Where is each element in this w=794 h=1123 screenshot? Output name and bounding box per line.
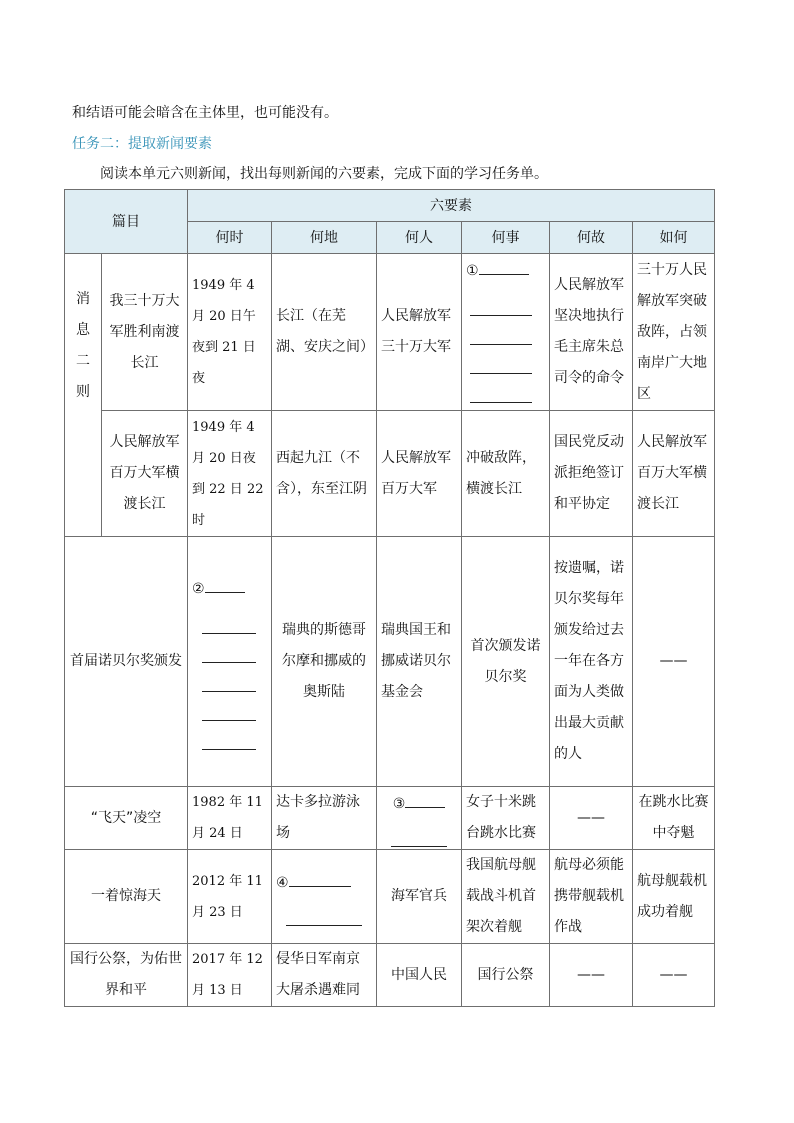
- group-label-two-news: [65, 254, 102, 537]
- answer-blank[interactable]: [470, 357, 532, 374]
- news-elements-table: [64, 189, 715, 1007]
- how-cell: ——: [633, 944, 715, 1007]
- header-how: 如何: [633, 222, 715, 254]
- answer-blank[interactable]: [202, 617, 256, 634]
- header-when: 何时: [188, 222, 272, 254]
- news-title: 国行公祭，为佑世界和平: [65, 944, 188, 1007]
- table-row: [65, 787, 715, 850]
- what-blank-cell: [462, 254, 550, 411]
- when-cell: 1949 年 4 月 20 日午夜到 21 日夜: [188, 254, 272, 411]
- table-row: [65, 411, 715, 537]
- table-header-row: [65, 190, 715, 222]
- what-cell: 我国航母舰载战斗机首架次着舰: [462, 850, 550, 944]
- where-cell: 达卡多拉游泳场: [272, 787, 377, 850]
- who-cell: 瑞典国王和挪威诺贝尔基金会: [377, 537, 462, 787]
- why-cell: 人民解放军坚决地执行毛主席朱总司令的命令: [550, 254, 633, 411]
- answer-blank[interactable]: [202, 646, 256, 663]
- answer-blank[interactable]: [470, 328, 532, 345]
- what-cell: 国行公祭: [462, 944, 550, 1007]
- who-cell: 海军官兵: [377, 850, 462, 944]
- answer-blank[interactable]: [470, 386, 532, 403]
- header-who: 何人: [377, 222, 462, 254]
- intro-line: 和结语可能会暗含在主体里，也可能没有。: [72, 105, 338, 121]
- news-title: 首届诺贝尔奖颁发: [65, 537, 188, 787]
- where-blank-cell: [272, 850, 377, 944]
- why-cell: ——: [550, 944, 633, 1007]
- answer-blank[interactable]: [470, 299, 532, 316]
- news-title: 我三十万大军胜利南渡长江: [102, 254, 188, 411]
- blank-number-label: ④: [276, 874, 289, 891]
- why-cell: 按遗嘱，诺贝尔奖每年颁发给过去一年在各方面为人类做出最大贡献的人: [550, 537, 633, 787]
- answer-blank[interactable]: [391, 830, 447, 847]
- when-blank-cell: [188, 537, 272, 787]
- who-cell: 中国人民: [377, 944, 462, 1007]
- task-heading: 任务二：提取新闻要素: [72, 136, 212, 152]
- how-cell: 在跳水比赛中夺魁: [633, 787, 715, 850]
- news-title: 人民解放军百万大军横渡长江: [102, 411, 188, 537]
- header-six-elements: 六要素: [188, 190, 715, 222]
- group-label-char: 则: [76, 384, 90, 400]
- who-blank-cell: [377, 787, 462, 850]
- blank-number-label: ②: [192, 580, 205, 597]
- why-cell: 国民党反动派拒绝签订和平协定: [550, 411, 633, 537]
- where-cell: 长江（在芜湖、安庆之间）: [272, 254, 377, 411]
- blank-number-label: ①: [466, 263, 479, 279]
- when-cell: 1949 年 4 月 20 日夜到 22 日 22 时: [188, 411, 272, 537]
- news-title: 一着惊海天: [65, 850, 188, 944]
- how-cell: 三十万人民解放军突破敌阵，占领南岸广大地区: [633, 254, 715, 411]
- header-what: 何事: [462, 222, 550, 254]
- how-cell: 人民解放军百万大军横渡长江: [633, 411, 715, 537]
- who-cell: 人民解放军三十万大军: [377, 254, 462, 411]
- answer-blank[interactable]: [202, 733, 256, 750]
- header-title: 篇目: [65, 190, 188, 254]
- when-cell: 2017 年 12 月 13 日: [188, 944, 272, 1007]
- what-cell: 冲破敌阵，横渡长江: [462, 411, 550, 537]
- when-cell: 2012 年 11 月 23 日: [188, 850, 272, 944]
- answer-blank[interactable]: [205, 576, 245, 593]
- answer-blank[interactable]: [479, 258, 529, 275]
- group-label-char: 消: [76, 291, 90, 307]
- header-why: 何故: [550, 222, 633, 254]
- who-cell: 人民解放军百万大军: [377, 411, 462, 537]
- news-title: “飞天”凌空: [65, 787, 188, 850]
- instruction-text: 阅读本单元六则新闻，找出每则新闻的六要素，完成下面的学习任务单。: [100, 166, 548, 182]
- table-row: [65, 944, 715, 1007]
- table-row: [65, 850, 715, 944]
- group-label-char: 二: [76, 353, 90, 369]
- answer-blank[interactable]: [405, 791, 445, 808]
- group-label-char: 息: [76, 322, 90, 338]
- when-cell: 1982 年 11 月 24 日: [188, 787, 272, 850]
- where-cell: 西起九江（不含），东至江阴: [272, 411, 377, 537]
- table-row: [65, 254, 715, 411]
- where-cell: 瑞典的斯德哥尔摩和挪威的奥斯陆: [272, 537, 377, 787]
- why-cell: 航母必须能携带舰载机作战: [550, 850, 633, 944]
- answer-blank[interactable]: [289, 870, 351, 887]
- how-cell: ——: [633, 537, 715, 787]
- header-where: 何地: [272, 222, 377, 254]
- how-cell: 航母舰载机成功着舰: [633, 850, 715, 944]
- table-row: [65, 537, 715, 787]
- blank-number-label: ③: [392, 796, 406, 812]
- answer-blank[interactable]: [286, 909, 362, 926]
- where-cell: 侵华日军南京大屠杀遇难同: [272, 944, 377, 1007]
- answer-blank[interactable]: [202, 675, 256, 692]
- what-cell: 女子十米跳台跳水比赛: [462, 787, 550, 850]
- why-cell: ——: [550, 787, 633, 850]
- answer-blank[interactable]: [202, 704, 256, 721]
- what-cell: 首次颁发诺贝尔奖: [462, 537, 550, 787]
